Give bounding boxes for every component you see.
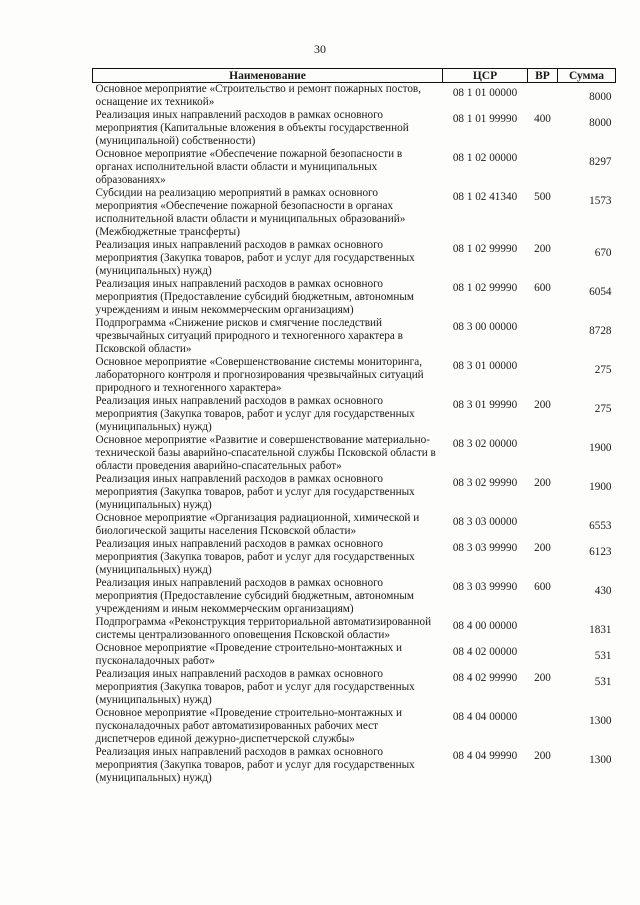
table-row [93, 512, 616, 538]
cell-sum: 1573 [589, 195, 612, 207]
cell-vr: 600 [534, 581, 551, 593]
cell-name: Реализация иных направлений расходов в рамках основного мероприятия (Закупка товаров, работ и услуг для государственных (муниципальных) нужд) [95, 473, 415, 511]
table-row [93, 83, 616, 110]
cell-sum: 8000 [589, 91, 612, 103]
cell-vr [528, 83, 558, 110]
cell-vr [528, 317, 558, 356]
cell-csr: 08 3 03 99990 [452, 581, 518, 593]
cell-name: Подпрограмма «Реконструкция территориальной автоматизированной системы централизованного оповещения Псковской области» [95, 616, 432, 641]
cell-vr [528, 148, 558, 187]
cell-sum: 531 [594, 676, 612, 688]
cell-name: Основное мероприятие «Строительство и ремонт пожарных постов, оснащение их техникой» [95, 83, 421, 108]
cell-vr [528, 642, 558, 668]
cell-name: Подпрограмма «Снижение рисков и смягчение последствий чрезвычайных ситуаций природного и техногенного характера в Псковской области» [95, 317, 403, 355]
table-row [93, 148, 616, 187]
cell-csr: 08 4 04 99990 [452, 750, 518, 762]
cell-name: Основное мероприятие «Проведение строительно-монтажных и пусконаладочных работ» [95, 642, 403, 667]
cell-name: Реализация иных направлений расходов в рамках основного мероприятия (Предоставление субсидий бюджетным, автономным учреждениям и иным некоммерческим организациям) [95, 577, 414, 615]
table-body [93, 83, 616, 786]
cell-csr: 08 1 02 41340 [452, 191, 518, 203]
cell-name: Основное мероприятие «Обеспечение пожарной безопасности в органах исполнительной власти области и муниципальных образованиях» [95, 148, 403, 186]
cell-name: Реализация иных направлений расходов в рамках основного мероприятия (Закупка товаров, работ и услуг для государственных (муниципальных) нужд) [95, 746, 415, 784]
header-row [93, 69, 616, 83]
cell-csr: 08 3 01 99990 [452, 399, 518, 411]
cell-sum: 1900 [589, 481, 612, 493]
table-row [93, 109, 616, 148]
cell-vr [528, 707, 558, 746]
cell-sum: 1300 [589, 754, 612, 766]
cell-csr: 08 3 00 00000 [452, 321, 518, 333]
table-row [93, 317, 616, 356]
header-sum: Сумма [558, 69, 616, 83]
table-row [93, 668, 616, 707]
cell-csr: 08 4 02 99990 [452, 672, 518, 684]
cell-csr: 08 1 01 99990 [452, 113, 518, 125]
cell-vr: 400 [534, 113, 551, 125]
table-header [93, 69, 616, 83]
cell-name: Реализация иных направлений расходов в рамках основного мероприятия (Закупка товаров, работ и услуг для государственных (муниципальных) нужд) [95, 395, 415, 433]
table-row [93, 395, 616, 434]
cell-vr [528, 434, 558, 473]
cell-csr: 08 3 01 00000 [452, 360, 518, 372]
cell-name: Реализация иных направлений расходов в рамках основного мероприятия (Закупка товаров, работ и услуг для государственных (муниципальных) нужд) [95, 239, 415, 277]
budget-table [92, 68, 616, 785]
table-row [93, 707, 616, 746]
table-row [93, 642, 616, 668]
cell-csr: 08 3 02 00000 [452, 438, 518, 450]
cell-csr: 08 1 02 00000 [452, 152, 518, 164]
cell-csr: 08 1 02 99990 [452, 243, 518, 255]
cell-vr [528, 356, 558, 395]
cell-vr: 200 [534, 399, 551, 411]
cell-sum: 275 [594, 364, 612, 376]
cell-sum: 670 [594, 247, 612, 259]
cell-vr: 600 [534, 282, 551, 294]
cell-sum: 8728 [589, 325, 612, 337]
cell-name: Реализация иных направлений расходов в рамках основного мероприятия (Предоставление субсидий бюджетным, автономным учреждениям и иным некоммерческим организациям) [95, 278, 414, 316]
cell-name: Основное мероприятие «Проведение строительно-монтажных и пусконаладочных работ автоматизированных рабочих мест диспетчеров единой дежурно-диспетчерской службы» [95, 707, 403, 745]
cell-sum: 8297 [589, 156, 612, 168]
cell-sum: 6123 [589, 546, 612, 558]
cell-sum: 6054 [589, 286, 612, 298]
cell-csr: 08 1 02 99990 [452, 282, 518, 294]
cell-vr: 200 [534, 243, 551, 255]
header-vr: ВР [528, 69, 558, 83]
cell-sum: 430 [594, 585, 612, 597]
page-number: 30 [314, 42, 326, 56]
cell-csr: 08 3 02 99990 [452, 477, 518, 489]
cell-csr: 08 4 04 00000 [452, 711, 518, 723]
cell-vr: 200 [534, 750, 551, 762]
cell-sum: 6553 [589, 520, 612, 532]
cell-vr: 200 [534, 477, 551, 489]
cell-sum: 275 [594, 403, 612, 415]
cell-name: Реализация иных направлений расходов в рамках основного мероприятия (Закупка товаров, работ и услуг для государственных (муниципальных) нужд) [95, 538, 415, 576]
table-row [93, 356, 616, 395]
cell-csr: 08 3 03 99990 [452, 542, 518, 554]
cell-name: Реализация иных направлений расходов в рамках основного мероприятия (Закупка товаров, работ и услуг для государственных (муниципальных) нужд) [95, 668, 415, 706]
cell-name: Основное мероприятие «Совершенствование системы мониторинга, лабораторного контроля и прогнозирования чрезвычайных ситуаций природного и техногенного характера» [95, 356, 424, 394]
table-row [93, 616, 616, 642]
table-row [93, 473, 616, 512]
cell-csr: 08 4 02 00000 [452, 646, 518, 658]
cell-csr: 08 3 03 00000 [452, 516, 518, 528]
cell-vr [528, 512, 558, 538]
table-row [93, 434, 616, 473]
cell-name: Реализация иных направлений расходов в рамках основного мероприятия (Капитальные вложения в объекты государственной (муниципальной) собственности) [95, 109, 409, 147]
table-row [93, 746, 616, 785]
cell-name: Основное мероприятие «Организация радиационной, химической и биологической защиты населения Псковской области» [95, 512, 420, 537]
header-csr: ЦСР [443, 69, 528, 83]
cell-sum: 8000 [589, 117, 612, 129]
cell-csr: 08 4 00 00000 [452, 620, 518, 632]
table-row [93, 577, 616, 616]
cell-vr [528, 616, 558, 642]
cell-vr: 200 [534, 542, 551, 554]
cell-sum: 531 [594, 650, 612, 662]
table-row [93, 538, 616, 577]
table-row [93, 187, 616, 239]
table-row [93, 278, 616, 317]
cell-vr: 500 [534, 191, 551, 203]
cell-name: Субсидии на реализацию мероприятий в рамках основного мероприятия «Обеспечение пожарной безопасности в органах исполнительной власти области и муниципальных образований» (Межбюджетные трансферты) [95, 187, 406, 238]
table-row [93, 239, 616, 278]
cell-name: Основное мероприятие «Развитие и совершенствование материально-технической базы аварийно-спасательной службы Псковской области в области проведения аварийно-спасательных работ» [95, 434, 436, 472]
cell-sum: 1831 [589, 624, 612, 636]
cell-sum: 1900 [589, 442, 612, 454]
header-name: Наименование [93, 69, 443, 83]
cell-vr: 200 [534, 672, 551, 684]
cell-csr: 08 1 01 00000 [452, 87, 518, 99]
cell-sum: 1300 [589, 715, 612, 727]
